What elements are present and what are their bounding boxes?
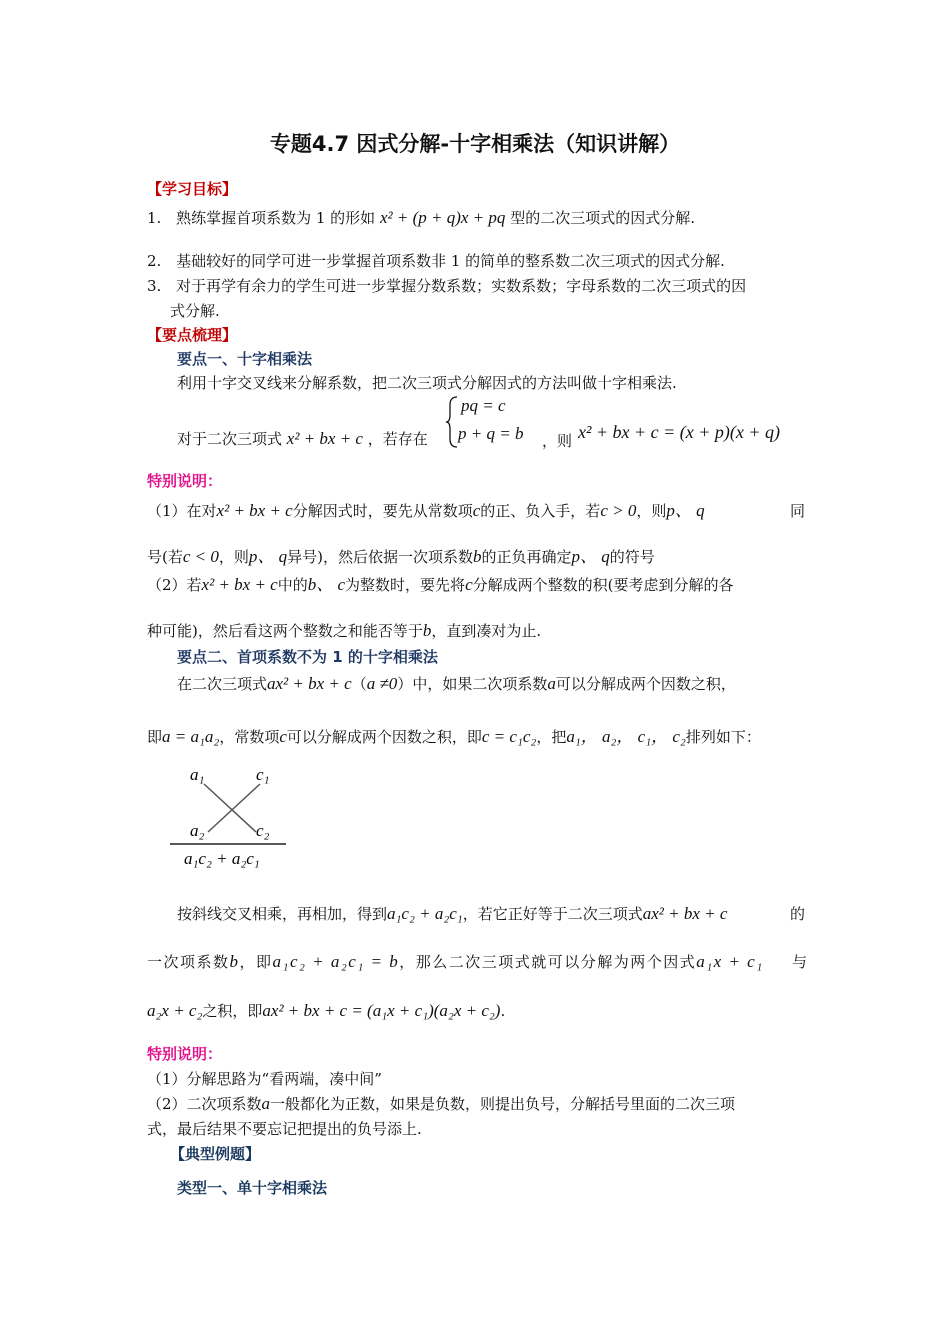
note1-line3 xyxy=(147,574,733,596)
point2-line3 xyxy=(177,903,727,925)
n1l2e: 异号)，然后依据一次项系数 xyxy=(287,548,474,566)
n1l1d: c xyxy=(472,501,481,520)
p2l5d: . xyxy=(500,1002,506,1020)
p2l1d: a ≠0 xyxy=(366,674,398,693)
n1l2f: b xyxy=(473,547,482,566)
diagram-a2: a₂ xyxy=(190,821,205,840)
note1-line1-end: 同 xyxy=(790,502,806,520)
goals-heading: 【学习目标】 xyxy=(147,180,238,198)
n1l2d: p、 q xyxy=(248,547,288,566)
goal-item-3-num: 3. xyxy=(147,277,162,295)
point2-line1 xyxy=(177,673,736,695)
n2l2b: a xyxy=(261,1094,271,1113)
n1l3e: 为整数时，要先将 xyxy=(345,576,466,594)
p2l2a: 即 xyxy=(147,728,163,746)
goal-item-1-pre: 熟练掌握首项系数为 1 的形如 xyxy=(176,209,376,227)
goal-item-2 xyxy=(147,250,725,272)
n1l3g: 分解成两个整数的积(要考虑到分解的各 xyxy=(472,576,734,594)
point2-line5 xyxy=(147,1000,505,1022)
p2l1g: 可以分解成两个因数之积， xyxy=(555,675,736,693)
p2l3c: ，若它正好等于二次三项式 xyxy=(462,905,643,923)
page-title: 专题4.7 因式分解-十字相乘法（知识讲解） xyxy=(269,132,681,156)
p2l1f: a xyxy=(547,674,556,693)
p2l5c: ax² + bx + c = (a₁x + c₁)(a₂x + c₂) xyxy=(262,1001,501,1020)
points-heading: 【要点梳理】 xyxy=(147,326,238,344)
n1l1c: 分解因式时，要先从常数项 xyxy=(292,502,473,520)
n2l2a: （2）二次项系数 xyxy=(147,1095,262,1113)
point2-line4 xyxy=(147,951,764,973)
n1l3c: 中的 xyxy=(277,576,308,594)
point1-heading: 要点一、十字相乘法 xyxy=(177,350,313,368)
n1l1e: 的正、负入手，若 xyxy=(480,502,601,520)
goal-item-1 xyxy=(147,207,695,229)
point1-pre xyxy=(177,428,428,450)
goal-item-1-post: 型的二次三项式的因式分解. xyxy=(510,209,695,227)
p2l3d: ax² + bx + c xyxy=(642,904,728,923)
n1l2h: p、 q xyxy=(571,547,610,566)
cross-multiplication-diagram xyxy=(170,758,290,878)
p2l4c: ，即 xyxy=(239,953,273,971)
note1-line1 xyxy=(147,500,705,522)
point2-line2 xyxy=(147,726,761,748)
p2l4a: 一次项系数 xyxy=(147,953,230,971)
n1l3d: b、 c xyxy=(307,575,346,594)
point1-expr: x² + bx + c xyxy=(286,429,363,448)
p2l2f: c = c₁c₂ xyxy=(481,727,537,746)
goal-item-2-text: 基础较好的同学可进一步掌握首项系数非 1 的简单的整系数二次三项式的因式分解. xyxy=(176,252,725,270)
n1l4c: ，直到凑对为止. xyxy=(431,622,542,640)
diagram-cross-line-1 xyxy=(204,784,256,832)
note1-line2 xyxy=(147,546,655,568)
point1-pre-text: 对于二次三项式 xyxy=(177,430,283,448)
p2l2h: a₁， a₂， c₁， c₂ xyxy=(566,727,686,746)
p2l2i: 排列如下： xyxy=(685,728,761,746)
p2l1a: 在二次三项式 xyxy=(177,675,268,693)
p2l5a: a₂x + c₂ xyxy=(147,1001,203,1020)
n1l2c: ，则 xyxy=(218,548,249,566)
diagram-c2: c₂ xyxy=(256,821,270,840)
note2-heading: 特别说明： xyxy=(147,1045,223,1063)
diagram-cross-line-2 xyxy=(208,784,260,832)
examples-heading: 【典型例题】 xyxy=(170,1145,261,1163)
goal-item-1-math: x² + (p + q)x + pq xyxy=(379,208,506,227)
goal-item-3-line1: 对于再学有余力的学生可进一步掌握分数系数；实数系数；字母系数的二次三项式的因 xyxy=(176,277,747,295)
n1l3f: c xyxy=(465,575,473,594)
n1l1g: ，则 xyxy=(636,502,667,520)
n1l2a: 号(若 xyxy=(147,548,183,566)
p2l3a: 按斜线交叉相乘，再相加，得到 xyxy=(177,905,388,923)
n2l2c: 一般都化为正数，如果是负数，则提出负号，分解括号里面的二次三项 xyxy=(270,1095,736,1113)
n1l2i: 的符号 xyxy=(609,548,655,566)
note2-line1: （1）分解思路为“看两端，凑中间” xyxy=(147,1070,382,1088)
point2-line4-end: 与 xyxy=(792,953,808,971)
system-top: pq = c xyxy=(461,396,506,415)
goal-item-3 xyxy=(147,275,746,297)
p2l1e: ）中，如果二次项系数 xyxy=(397,675,548,693)
point2-line3-end: 的 xyxy=(790,905,806,923)
goal-item-3-line2: 式分解. xyxy=(170,302,220,320)
n1l4b: b xyxy=(422,621,432,640)
n1l1h: p、 q xyxy=(666,501,705,520)
n1l3a: （2）若 xyxy=(147,576,202,594)
p2l2d: c xyxy=(279,727,287,746)
note2-line2 xyxy=(147,1093,735,1115)
note2-line3: 式，最后结果不要忘记把提出的负号添上. xyxy=(147,1120,422,1138)
p2l3b: a₁c₂ + a₂c₁ xyxy=(387,904,463,923)
p2l2g: ，把 xyxy=(536,728,567,746)
p2l4b: b xyxy=(229,952,240,971)
n1l3b: x² + bx + c xyxy=(201,575,278,594)
example-type1-heading: 类型一、单十字相乘法 xyxy=(177,1179,328,1197)
system-bottom: p + q = b xyxy=(458,424,524,443)
n1l2b: c < 0 xyxy=(182,547,219,566)
diagram-c1: c₁ xyxy=(256,765,270,784)
point1-text: 利用十字交叉线来分解系数，把二次三项式分解因式的方法叫做十字相乘法. xyxy=(177,374,677,392)
n1l4a: 种可能)，然后看这两个整数之和能否等于 xyxy=(147,622,423,640)
point1-mid-text: ，若存在 xyxy=(367,430,428,448)
p2l2c: ，常数项 xyxy=(219,728,280,746)
n1l1a: （1）在对 xyxy=(147,502,217,520)
diagram-sum: a₁c₂ + a₂c₁ xyxy=(184,849,260,868)
point1-then: ，则 xyxy=(542,432,573,450)
n1l1f: c > 0 xyxy=(600,501,637,520)
goal-item-1-num: 1. xyxy=(147,209,162,227)
note1-line4 xyxy=(147,620,541,642)
p2l2b: a = a₁a₂ xyxy=(162,727,220,746)
point1-result: x² + bx + c = (x + p)(x + q) xyxy=(578,422,781,442)
diagram-a1: a₁ xyxy=(190,765,205,784)
p2l1c: （ xyxy=(351,675,367,693)
p2l5b: 之积，即 xyxy=(202,1002,263,1020)
p2l1b: ax² + bx + c xyxy=(267,674,352,693)
n1l1b: x² + bx + c xyxy=(216,501,293,520)
note1-heading: 特别说明： xyxy=(147,472,223,490)
point2-heading: 要点二、首项系数不为 1 的十字相乘法 xyxy=(177,648,438,666)
p2l4f: a₁x + c₁ xyxy=(696,952,764,971)
p2l4d: a₁c₂ + a₂c₁ = b xyxy=(272,952,400,971)
p2l2e: 可以分解成两个因数之积，即 xyxy=(286,728,482,746)
n1l2g: 的正负再确定 xyxy=(481,548,572,566)
p2l4e: ，那么二次三项式就可以分解为两个因式 xyxy=(399,953,697,971)
goal-item-2-num: 2. xyxy=(147,252,162,270)
